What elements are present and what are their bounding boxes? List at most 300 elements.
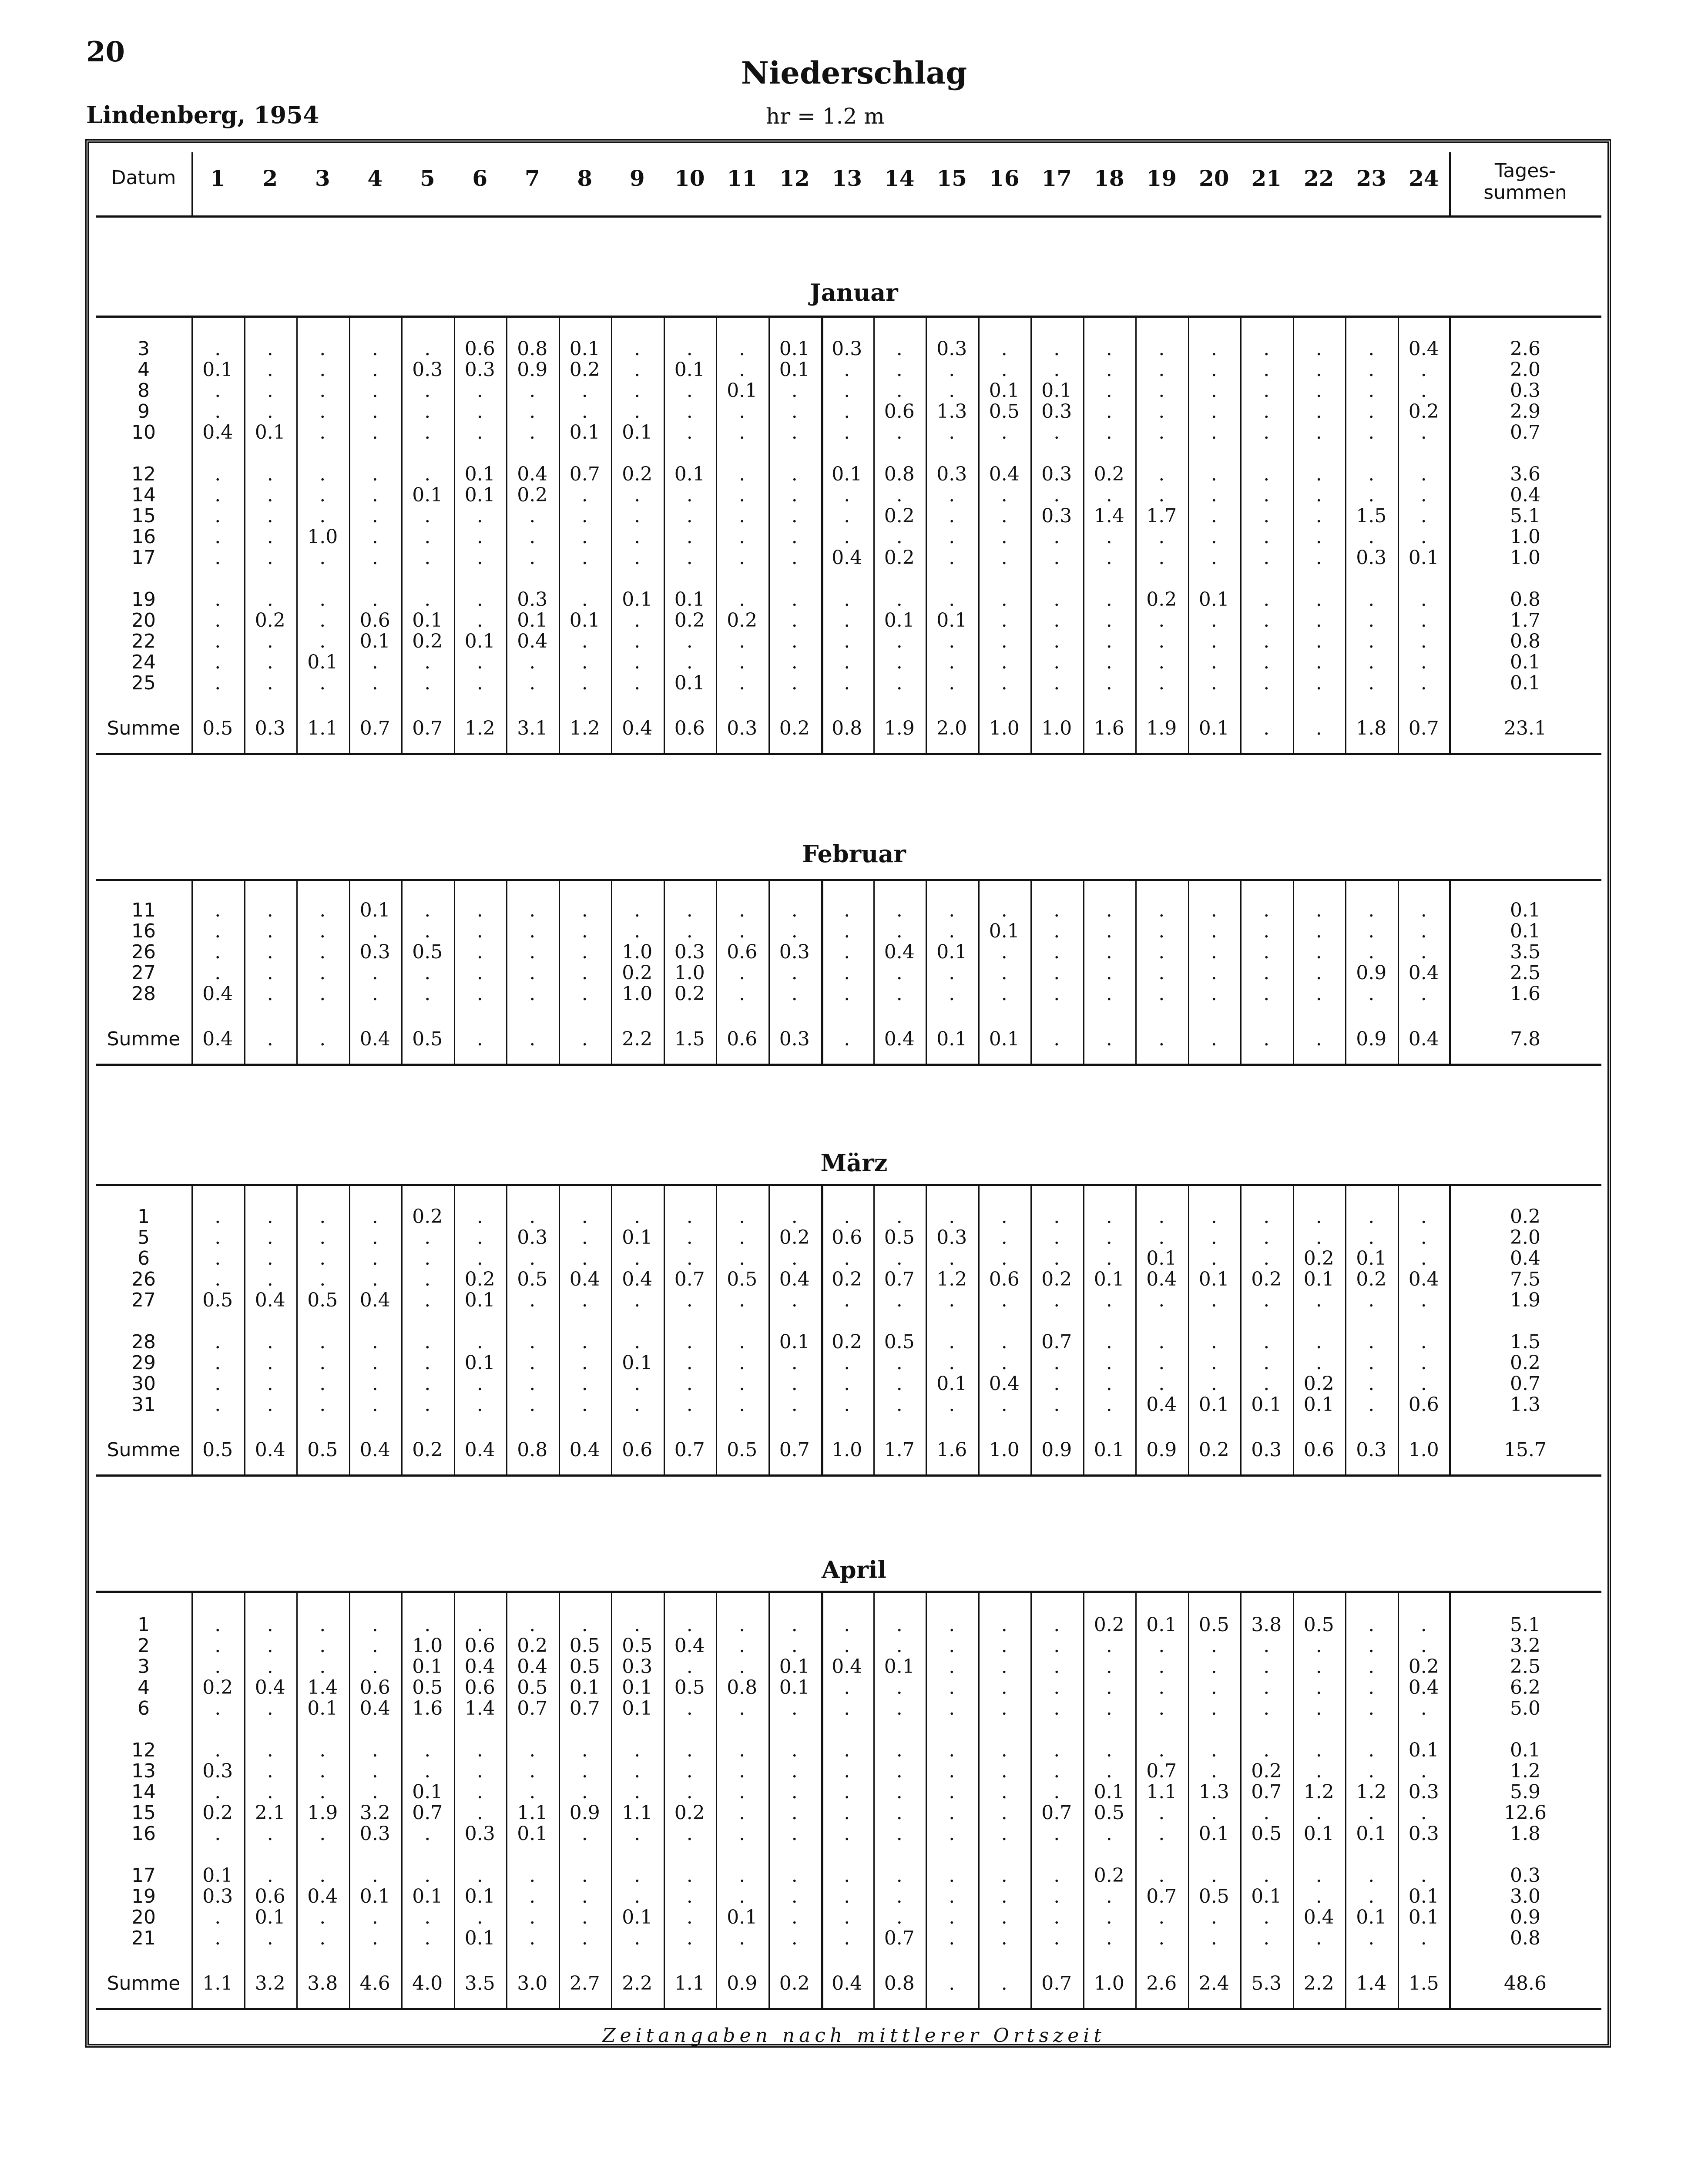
table-cell: .	[686, 1614, 693, 1636]
column-line	[1449, 1591, 1451, 2008]
table-cell: 0.7	[1146, 1760, 1177, 1782]
table-cell: .	[949, 1247, 955, 1269]
table-cell: 0.1	[1198, 1823, 1229, 1845]
table-cell: .	[634, 379, 641, 402]
table-cell: .	[739, 1864, 745, 1887]
table-cell: .	[1106, 421, 1112, 443]
table-cell: 0.1	[936, 941, 967, 963]
table-cell: .	[319, 1331, 326, 1353]
table-cell: .	[215, 1268, 221, 1290]
table-cell: .	[1211, 1927, 1217, 1949]
table-cell: .	[319, 1823, 326, 1845]
table-cell: 0.1	[674, 359, 705, 381]
table-cell: .	[1158, 1226, 1165, 1249]
header-hour: 18	[1094, 165, 1124, 191]
table-cell: .	[1158, 1802, 1165, 1824]
table-cell: 0.5	[674, 1676, 705, 1699]
table-cell: 0.3	[832, 338, 862, 360]
table-cell: .	[686, 1206, 693, 1228]
table-cell: 0.1	[727, 1906, 758, 1928]
table-cell: .	[1001, 1226, 1007, 1249]
table-cell: .	[634, 1206, 641, 1228]
sum-cell: 0.4	[202, 1028, 233, 1050]
column-line	[1398, 879, 1399, 1064]
table-cell: 1.4	[1094, 505, 1124, 527]
month-title: April	[821, 1556, 887, 1584]
column-line	[716, 879, 717, 1064]
sum-cell: 1.5	[674, 1028, 705, 1050]
table-cell: .	[1054, 547, 1060, 569]
row-day: 3	[138, 338, 150, 360]
month-title: Februar	[802, 840, 906, 868]
table-cell: .	[424, 651, 431, 673]
row-total: 1.5	[1510, 1331, 1540, 1353]
table-cell: .	[1211, 1352, 1217, 1374]
table-cell: .	[1054, 672, 1060, 694]
table-cell: .	[1158, 609, 1165, 631]
table-cell: .	[319, 1268, 326, 1290]
table-cell: .	[739, 1927, 745, 1949]
table-cell: .	[791, 1885, 798, 1907]
row-total: 1.3	[1510, 1394, 1540, 1416]
table-cell: .	[581, 1614, 588, 1636]
table-cell: 0.2	[1408, 400, 1439, 423]
table-cell: .	[529, 1885, 536, 1907]
table-cell: .	[1263, 1927, 1270, 1949]
table-cell: .	[1001, 526, 1007, 548]
table-cell: .	[529, 1352, 536, 1374]
row-total: 0.1	[1510, 1739, 1540, 1761]
table-cell: .	[896, 588, 903, 611]
table-cell: 0.4	[1303, 1906, 1334, 1928]
table-cell: 0.1	[1408, 1906, 1439, 1928]
table-cell: 0.6	[464, 338, 495, 360]
table-cell: .	[1211, 1226, 1217, 1249]
row-total: 0.1	[1510, 899, 1540, 921]
table-cell: .	[1211, 1760, 1217, 1782]
table-cell: .	[1420, 1864, 1427, 1887]
table-cell: .	[267, 588, 273, 611]
table-cell: .	[1158, 983, 1165, 1005]
table-cell: .	[896, 1697, 903, 1719]
column-line	[401, 879, 403, 1064]
table-cell: .	[896, 1289, 903, 1311]
table-cell: .	[739, 1635, 745, 1657]
column-line	[1345, 879, 1346, 1064]
column-line	[401, 316, 403, 753]
column-line	[873, 1184, 875, 1474]
sum-label: Summe	[107, 1439, 181, 1461]
column-line	[454, 316, 455, 753]
table-cell: .	[896, 1247, 903, 1269]
table-cell: .	[215, 609, 221, 631]
table-cell: .	[372, 1247, 378, 1269]
row-day: 26	[131, 941, 156, 963]
sum-cell: 1.7	[884, 1439, 915, 1461]
table-cell: .	[686, 1864, 693, 1887]
sum-cell: 0.7	[1408, 717, 1439, 739]
column-line	[244, 1591, 245, 2008]
sum-cell: 0.1	[936, 1028, 967, 1050]
table-cell: 0.2	[622, 962, 653, 984]
table-cell: .	[1420, 651, 1427, 673]
table-cell: .	[896, 983, 903, 1005]
row-day: 24	[131, 651, 156, 673]
table-cell: 0.5	[1251, 1823, 1282, 1845]
table-cell: .	[1054, 1206, 1060, 1228]
table-cell: 0.9	[569, 1802, 600, 1824]
table-cell: .	[844, 1352, 850, 1374]
table-cell: 1.4	[307, 1676, 338, 1699]
column-line	[1240, 1184, 1242, 1474]
column-line	[1030, 879, 1032, 1064]
table-cell: 1.2	[1356, 1781, 1387, 1803]
sum-cell: 0.5	[307, 1439, 338, 1461]
sum-cell: .	[1001, 1972, 1007, 1995]
table-cell: .	[372, 1927, 378, 1949]
table-cell: .	[1158, 338, 1165, 360]
table-cell: 0.4	[884, 941, 915, 963]
table-cell: 0.7	[1041, 1331, 1072, 1353]
table-cell: .	[686, 899, 693, 921]
table-cell: .	[1211, 1635, 1217, 1657]
column-line	[1398, 1591, 1399, 2008]
station-label: Lindenberg, 1954	[86, 101, 319, 129]
table-cell: .	[1420, 588, 1427, 611]
table-cell: 0.5	[202, 1289, 233, 1311]
column-line	[1398, 316, 1399, 753]
table-cell: .	[844, 1823, 850, 1845]
table-cell: .	[1054, 899, 1060, 921]
table-cell: 0.3	[359, 1823, 390, 1845]
table-cell: .	[1106, 1927, 1112, 1949]
table-cell: .	[1054, 962, 1060, 984]
table-cell: .	[1263, 920, 1270, 942]
table-cell: .	[949, 962, 955, 984]
table-cell: .	[267, 1823, 273, 1845]
table-cell: .	[581, 1289, 588, 1311]
table-cell: .	[319, 1781, 326, 1803]
table-cell: 0.1	[569, 338, 600, 360]
table-cell: .	[1315, 484, 1322, 506]
table-cell: .	[319, 1739, 326, 1761]
table-cell: 0.5	[412, 941, 443, 963]
sum-cell: 1.0	[1408, 1439, 1439, 1461]
table-cell: 0.6	[464, 1676, 495, 1699]
row-day: 14	[131, 484, 156, 506]
table-cell: 0.2	[412, 630, 443, 652]
column-line	[1345, 316, 1346, 753]
table-cell: 0.3	[517, 1226, 548, 1249]
table-cell: .	[215, 1697, 221, 1719]
row-day: 13	[131, 1760, 156, 1782]
table-cell: .	[372, 1781, 378, 1803]
column-line	[1188, 1591, 1189, 2008]
row-day: 22	[131, 630, 156, 652]
table-cell: .	[949, 1802, 955, 1824]
table-cell: 0.1	[727, 379, 758, 402]
table-cell: 0.9	[517, 359, 548, 381]
table-cell: .	[1368, 1614, 1375, 1636]
table-cell: .	[1263, 1247, 1270, 1269]
table-cell: .	[372, 1614, 378, 1636]
row-total: 0.3	[1510, 1864, 1540, 1887]
sum-cell: 1.1	[307, 717, 338, 739]
table-cell: .	[372, 983, 378, 1005]
table-cell: .	[1368, 1885, 1375, 1907]
table-cell: .	[1263, 1373, 1270, 1395]
row-day: 28	[131, 1331, 156, 1353]
table-cell: .	[844, 1781, 850, 1803]
table-cell: .	[739, 1823, 745, 1845]
table-cell: 0.4	[359, 1697, 390, 1719]
table-cell: .	[791, 526, 798, 548]
table-cell: .	[949, 1331, 955, 1353]
table-cell: .	[896, 1781, 903, 1803]
table-cell: .	[791, 1394, 798, 1416]
table-cell: .	[424, 983, 431, 1005]
table-cell: .	[1420, 1226, 1427, 1249]
column-line	[296, 1184, 298, 1474]
table-cell: .	[424, 1739, 431, 1761]
table-cell: .	[1211, 651, 1217, 673]
table-cell: .	[1263, 651, 1270, 673]
sum-cell: .	[1315, 717, 1322, 739]
sum-cell: 1.2	[464, 717, 495, 739]
table-cell: 0.8	[727, 1676, 758, 1699]
table-cell: .	[267, 1864, 273, 1887]
table-cell: .	[1001, 1802, 1007, 1824]
table-cell: .	[581, 1226, 588, 1249]
header-hour: 8	[577, 165, 593, 191]
table-cell: 0.2	[202, 1802, 233, 1824]
table-cell: .	[1001, 338, 1007, 360]
table-cell: .	[581, 1739, 588, 1761]
sum-cell: 1.6	[1094, 717, 1124, 739]
table-cell: .	[581, 1864, 588, 1887]
table-cell: .	[1211, 1206, 1217, 1228]
table-cell: .	[319, 1635, 326, 1657]
table-cell: .	[949, 1781, 955, 1803]
table-cell: .	[424, 379, 431, 402]
table-cell: 0.1	[989, 379, 1020, 402]
table-cell: .	[1106, 1739, 1112, 1761]
table-cell: .	[215, 1739, 221, 1761]
table-cell: .	[1368, 1394, 1375, 1416]
table-cell: .	[1106, 1331, 1112, 1353]
table-cell: .	[949, 1697, 955, 1719]
table-cell: 0.7	[884, 1268, 915, 1290]
table-cell: .	[1211, 526, 1217, 548]
table-cell: .	[1106, 1226, 1112, 1249]
table-cell: .	[1263, 983, 1270, 1005]
table-cell: .	[1054, 1226, 1060, 1249]
column-line	[559, 879, 560, 1064]
sum-cell: 1.1	[674, 1972, 705, 1995]
table-cell: .	[1106, 1676, 1112, 1699]
table-cell: .	[1158, 421, 1165, 443]
table-cell: 0.1	[464, 1927, 495, 1949]
table-cell: .	[791, 1352, 798, 1374]
sum-cell: .	[581, 1028, 588, 1050]
table-cell: .	[1054, 1676, 1060, 1699]
table-cell: .	[634, 1864, 641, 1887]
row-day: 27	[131, 1289, 156, 1311]
table-cell: .	[1211, 1373, 1217, 1395]
column-line	[821, 1184, 823, 1474]
table-cell: .	[1211, 920, 1217, 942]
table-cell: .	[215, 1352, 221, 1374]
table-cell: .	[949, 1289, 955, 1311]
table-cell: 0.4	[569, 1268, 600, 1290]
table-cell: .	[581, 400, 588, 423]
table-cell: .	[1368, 1739, 1375, 1761]
table-cell: .	[1001, 484, 1007, 506]
table-cell: .	[1420, 526, 1427, 548]
table-cell: .	[1315, 1635, 1322, 1657]
row-total: 0.4	[1510, 484, 1540, 506]
table-cell: .	[1158, 1927, 1165, 1949]
table-cell: 0.6	[989, 1268, 1020, 1290]
table-cell: 0.1	[1251, 1394, 1282, 1416]
table-cell: .	[1368, 1226, 1375, 1249]
row-day: 4	[138, 359, 150, 381]
table-cell: .	[1420, 1614, 1427, 1636]
column-line	[1293, 1184, 1294, 1474]
table-cell: 0.3	[359, 941, 390, 963]
row-day: 8	[138, 379, 150, 402]
table-cell: .	[476, 1760, 483, 1782]
month-bottom-rule	[96, 753, 1601, 755]
table-cell: .	[424, 1373, 431, 1395]
table-cell: 0.4	[832, 1656, 862, 1678]
sum-cell: 2.0	[936, 717, 967, 739]
table-cell: .	[1158, 1289, 1165, 1311]
table-cell: .	[686, 1823, 693, 1845]
table-cell: .	[476, 1373, 483, 1395]
row-total: 2.5	[1510, 1656, 1540, 1678]
table-cell: .	[267, 463, 273, 485]
table-cell: .	[476, 1781, 483, 1803]
table-cell: .	[844, 1394, 850, 1416]
table-cell: .	[1211, 1802, 1217, 1824]
table-cell: 1.9	[307, 1802, 338, 1824]
column-line	[506, 879, 507, 1064]
table-cell: .	[1054, 526, 1060, 548]
table-cell: .	[844, 1635, 850, 1657]
sum-total: 23.1	[1504, 717, 1547, 739]
table-cell: 0.5	[1198, 1614, 1229, 1636]
table-cell: .	[1263, 1676, 1270, 1699]
table-cell: .	[581, 547, 588, 569]
table-cell: 0.3	[202, 1760, 233, 1782]
table-cell: .	[949, 1614, 955, 1636]
table-cell: 1.1	[1146, 1781, 1177, 1803]
table-cell: .	[1211, 1676, 1217, 1699]
table-cell: .	[844, 421, 850, 443]
table-cell: .	[949, 1352, 955, 1374]
table-cell: .	[581, 1760, 588, 1782]
table-cell: .	[372, 1635, 378, 1657]
row-total: 0.2	[1510, 1352, 1540, 1374]
table-cell: .	[372, 359, 378, 381]
table-cell: .	[844, 899, 850, 921]
table-cell: .	[1106, 1289, 1112, 1311]
sum-cell: 0.4	[622, 717, 653, 739]
sum-cell: 0.3	[727, 717, 758, 739]
table-cell: 1.6	[412, 1697, 443, 1719]
column-line	[716, 316, 717, 753]
column-line	[664, 879, 665, 1064]
table-cell: .	[1001, 1864, 1007, 1887]
table-cell: .	[476, 1331, 483, 1353]
table-cell: .	[1106, 630, 1112, 652]
table-cell: .	[739, 1289, 745, 1311]
sum-cell: 0.2	[779, 1972, 810, 1995]
table-cell: 0.1	[1094, 1268, 1124, 1290]
table-cell: .	[267, 1614, 273, 1636]
header-hour: 24	[1408, 165, 1439, 191]
table-cell: .	[372, 1226, 378, 1249]
table-cell: .	[476, 920, 483, 942]
table-cell: .	[739, 505, 745, 527]
table-cell: .	[581, 962, 588, 984]
table-cell: .	[739, 1394, 745, 1416]
table-cell: .	[634, 1373, 641, 1395]
table-cell: .	[739, 1352, 745, 1374]
table-cell: .	[739, 630, 745, 652]
table-cell: .	[424, 588, 431, 611]
table-cell: 0.2	[202, 1676, 233, 1699]
column-line	[1449, 879, 1451, 1064]
table-cell: .	[1054, 1739, 1060, 1761]
table-cell: .	[949, 359, 955, 381]
table-cell: .	[634, 920, 641, 942]
table-cell: .	[1263, 505, 1270, 527]
table-cell: .	[1420, 1760, 1427, 1782]
table-cell: .	[844, 1739, 850, 1761]
table-cell: .	[1158, 379, 1165, 402]
table-cell: .	[949, 1823, 955, 1845]
sum-cell: 1.1	[202, 1972, 233, 1995]
column-line	[978, 1184, 980, 1474]
row-total: 0.7	[1510, 421, 1540, 443]
table-cell: .	[215, 651, 221, 673]
table-cell: .	[372, 1656, 378, 1678]
table-cell: .	[844, 505, 850, 527]
column-line	[1188, 316, 1189, 753]
column-line	[1293, 879, 1294, 1064]
table-cell: .	[215, 1331, 221, 1353]
table-cell: .	[686, 1352, 693, 1374]
table-cell: .	[424, 1226, 431, 1249]
table-cell: .	[1001, 1394, 1007, 1416]
table-cell: .	[215, 1206, 221, 1228]
table-cell: .	[1158, 920, 1165, 942]
table-cell: .	[581, 1247, 588, 1269]
table-cell: 0.2	[1408, 1656, 1439, 1678]
table-cell: 0.6	[1408, 1394, 1439, 1416]
table-cell: 0.3	[1408, 1823, 1439, 1845]
table-cell: .	[215, 1226, 221, 1249]
table-cell: .	[1420, 379, 1427, 402]
sum-label: Summe	[107, 1972, 181, 1995]
table-cell: .	[949, 547, 955, 569]
table-cell: 2.1	[255, 1802, 285, 1824]
table-cell: .	[319, 630, 326, 652]
table-cell: .	[1001, 941, 1007, 963]
table-cell: .	[319, 484, 326, 506]
